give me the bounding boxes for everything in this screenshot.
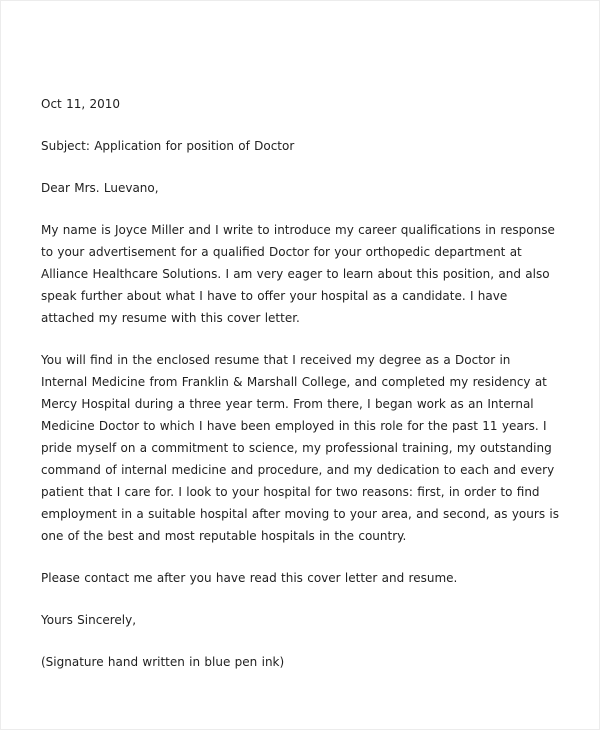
letter-salutation: Dear Mrs. Luevano,: [41, 181, 159, 195]
letter-paragraph-contact-request: Please contact me after you have read this cover letter and resume.: [41, 571, 458, 585]
letter-date: Oct 11, 2010: [41, 97, 120, 111]
letter-subject-line: Subject: Application for position of Doctor: [41, 139, 295, 153]
letter-closing: Yours Sincerely,: [41, 613, 137, 627]
letter-signature-note: (Signature hand written in blue pen ink): [41, 655, 285, 669]
letter-paragraph-introduction: My name is Joyce Miller and I write to introduce my career qualifications in response to your advertisement for a qualified Doctor for your orthopedic department at Alliance Healthcare Solutions. I am very eager to learn about this position, and also speak further about what I have to offer your hospital as a candidate. I have attached my resume with this cover letter.: [41, 223, 555, 325]
letter-paragraph-qualifications: You will find in the enclosed resume that I received my degree as a Doctor in Internal Medicine from Franklin & Marshall College, and completed my residency at Mercy Hospital during a three year term. From there, I began work as an Internal Medicine Doctor to which I have been employed in this role for the past 11 years. I pride myself on a commitment to science, my professional training, my outstanding command of internal medicine and procedure, and my dedication to each and every patient that I care for. I look to your hospital for two reasons: first, in order to find employment in a suitable hospital after moving to your area, and second, as yours is one of the best and most reputable hospitals in the country.: [41, 353, 559, 543]
